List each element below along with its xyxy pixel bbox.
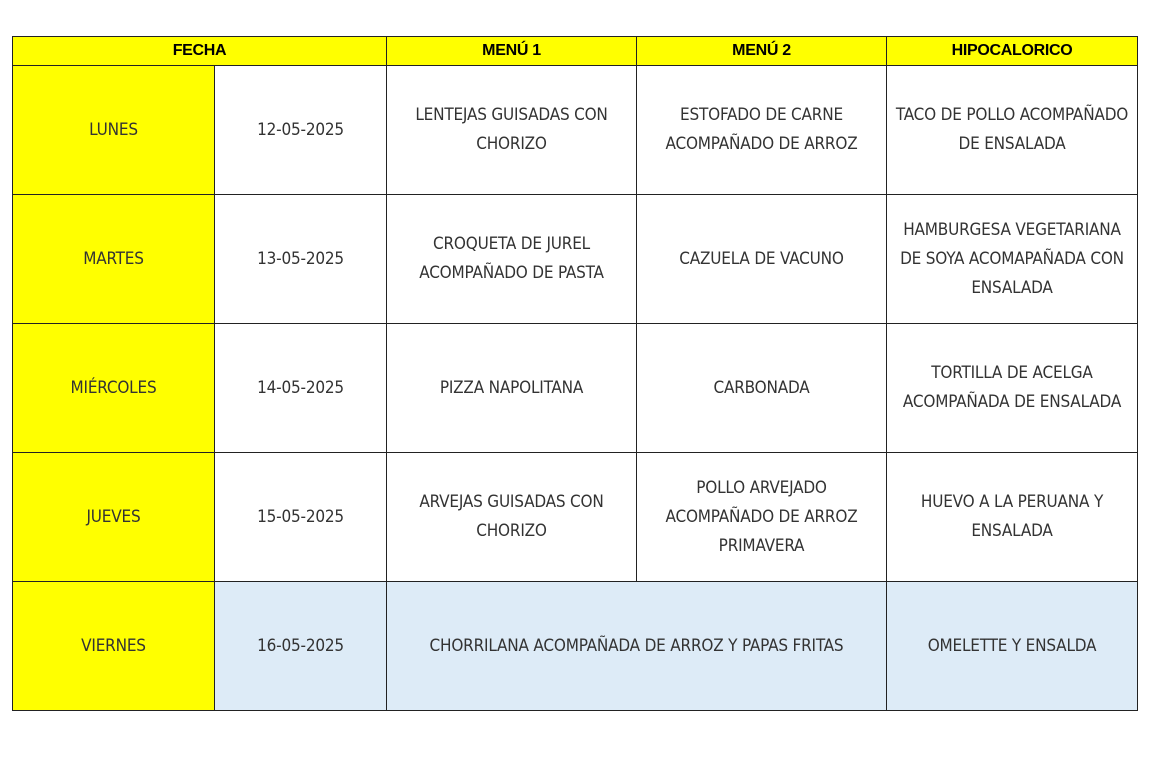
header-row (13, 37, 1138, 66)
combined-menu-cell: CHORRILANA ACOMPAÑADA DE ARROZ Y PAPAS FRITAS (387, 582, 887, 711)
date-cell: 15-05-2025 (215, 453, 387, 582)
date-cell: 14-05-2025 (215, 324, 387, 453)
menu-2-cell: CAZUELA DE VACUNO (637, 195, 887, 324)
date-cell: 13-05-2025 (215, 195, 387, 324)
table-row (13, 453, 1138, 582)
hipocalorico-cell: OMELETTE Y ENSALDA (887, 582, 1138, 711)
date-cell: 12-05-2025 (215, 66, 387, 195)
date-cell: 16-05-2025 (215, 582, 387, 711)
menu-1-cell: CROQUETA DE JUREL ACOMPAÑADO DE PASTA (387, 195, 637, 324)
header-fecha: FECHA (13, 37, 387, 66)
hipocalorico-cell: HAMBURGESA VEGETARIANA DE SOYA ACOMAPAÑADA CON ENSALADA (887, 195, 1138, 324)
day-cell: MARTES (13, 195, 215, 324)
day-cell: MIÉRCOLES (13, 324, 215, 453)
table-row (13, 324, 1138, 453)
table-row (13, 66, 1138, 195)
weekly-menu-table (12, 36, 1138, 711)
day-cell: LUNES (13, 66, 215, 195)
day-cell: VIERNES (13, 582, 215, 711)
menu-2-cell: CARBONADA (637, 324, 887, 453)
header-hipocalorico: HIPOCALORICO (887, 37, 1138, 66)
hipocalorico-cell: TORTILLA DE ACELGA ACOMPAÑADA DE ENSALADA (887, 324, 1138, 453)
table-row (13, 582, 1138, 711)
menu-1-cell: LENTEJAS GUISADAS CON CHORIZO (387, 66, 637, 195)
table-row (13, 195, 1138, 324)
menu-2-cell: ESTOFADO DE CARNE ACOMPAÑADO DE ARROZ (637, 66, 887, 195)
menu-1-cell: ARVEJAS GUISADAS CON CHORIZO (387, 453, 637, 582)
menu-2-cell: POLLO ARVEJADO ACOMPAÑADO DE ARROZ PRIMAVERA (637, 453, 887, 582)
header-menu-2: MENÚ 2 (637, 37, 887, 66)
menu-1-cell: PIZZA NAPOLITANA (387, 324, 637, 453)
header-menu-1: MENÚ 1 (387, 37, 637, 66)
day-cell: JUEVES (13, 453, 215, 582)
hipocalorico-cell: HUEVO A LA PERUANA Y ENSALADA (887, 453, 1138, 582)
hipocalorico-cell: TACO DE POLLO ACOMPAÑADO DE ENSALADA (887, 66, 1138, 195)
